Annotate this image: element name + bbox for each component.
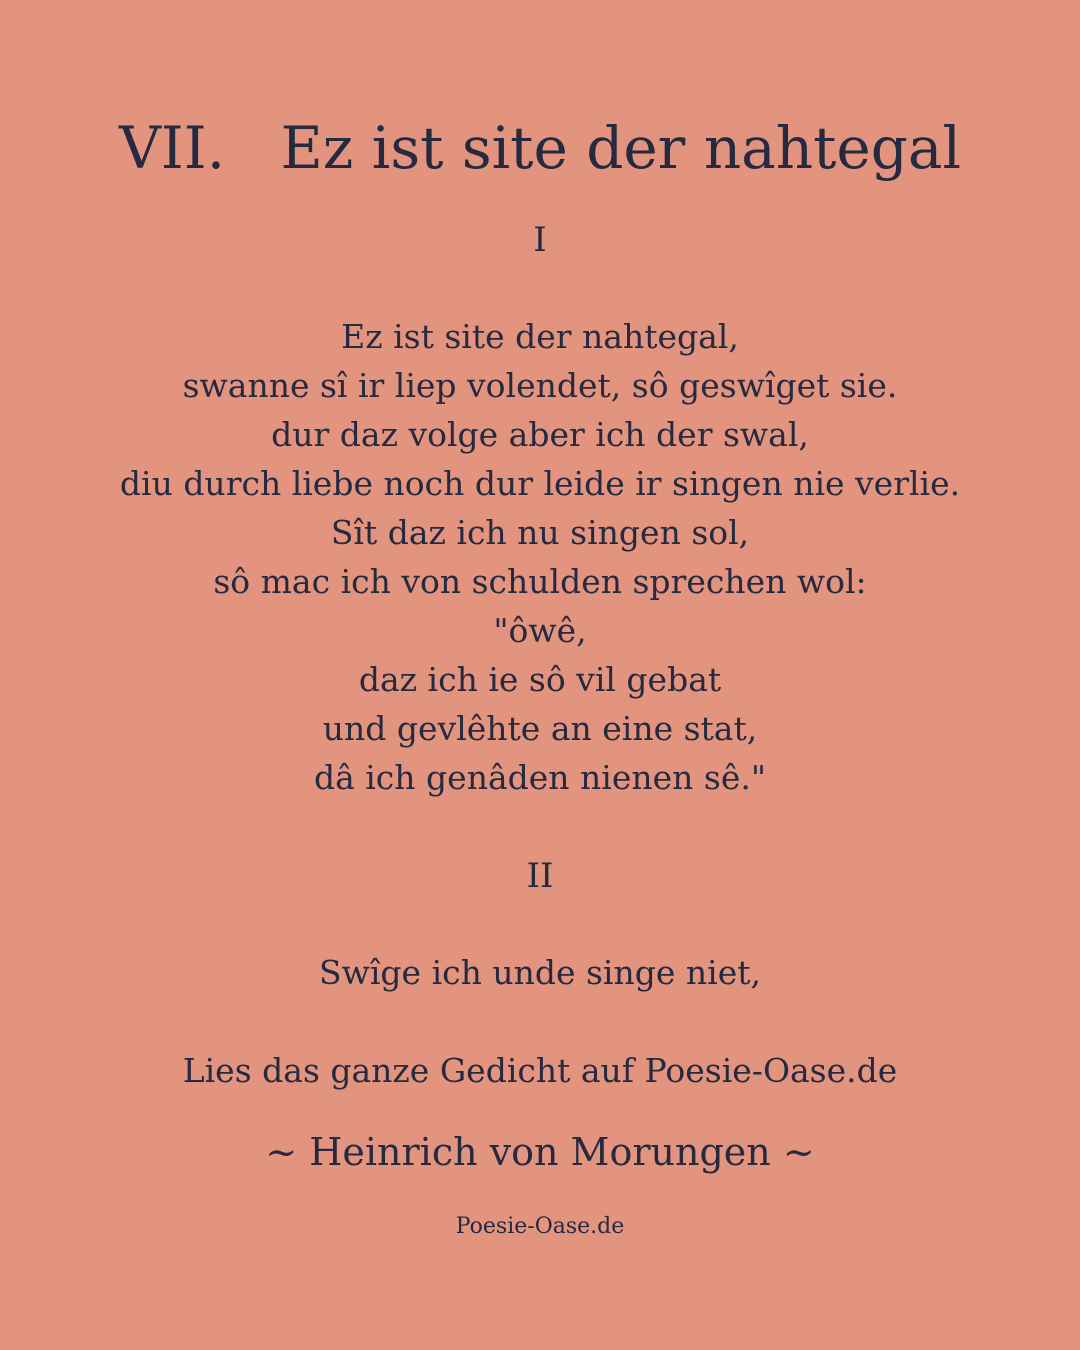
stanza-1 [0, 312, 1080, 802]
poem-line: "ôwê, [493, 611, 587, 650]
poem-title: VII. Ez ist site der nahtegal [118, 114, 962, 182]
poem-line: dâ ich genâden nienen sê." [313, 758, 767, 797]
stanza-number-2: II [526, 856, 554, 896]
stanza-2 [0, 948, 1080, 997]
stanza-number-1: I [533, 220, 547, 260]
poem-line: diu durch liebe noch dur leide ir singen nie verlie. [119, 464, 961, 503]
poem-line: sô mac ich von schulden sprechen wol: [213, 562, 867, 601]
poem-line: Ez ist site der nahtegal, [341, 317, 739, 356]
poem-line: Swîge ich unde singe niet, [319, 953, 761, 992]
author-name: ~ Heinrich von Morungen ~ [265, 1130, 815, 1174]
poem-line: daz ich ie sô vil gebat [358, 660, 722, 699]
poem-line: swanne sî ir liep volendet, sô geswîget sie. [182, 366, 898, 405]
poem-line: Sît daz ich nu singen sol, [330, 513, 750, 552]
read-more-text: Lies das ganze Gedicht auf Poesie-Oase.de [182, 1051, 898, 1090]
site-watermark: Poesie-Oase.de [455, 1214, 625, 1239]
poem-line: dur daz volge aber ich der swal, [271, 415, 809, 454]
poem-line: und gevlêhte an eine stat, [322, 709, 758, 748]
